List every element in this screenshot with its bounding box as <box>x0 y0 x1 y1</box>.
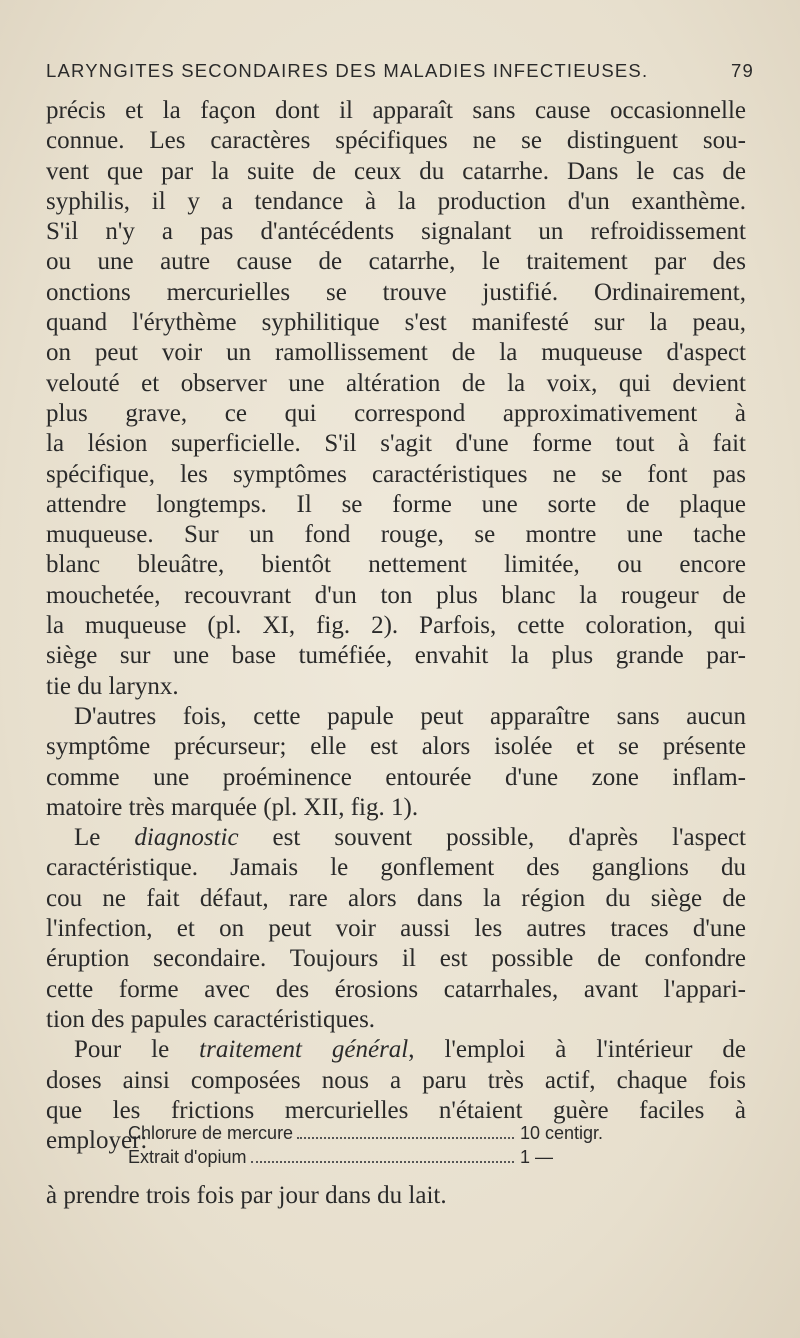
text-line: syphilis, il y a tendance à la production d'un exanthème. <box>46 187 746 215</box>
text-line: connue. Les caractères spécifiques ne se distinguent sou- <box>46 127 746 155</box>
text-line: attendre longtemps. Il se forme une sorte de plaque <box>46 490 746 518</box>
ingredient-quantity: 10 centigr. <box>520 1123 604 1143</box>
text-line: la muqueuse (pl. XI, fig. 2). Parfois, cette coloration, qui <box>46 612 746 640</box>
text-run: Le <box>74 824 135 852</box>
ingredient-quantity: 1 — <box>520 1147 554 1167</box>
text-run: , l'emploi à l'intérieur de <box>408 1036 746 1064</box>
text-line: cette forme avec des érosions catarrhales, avant l'appari- <box>46 975 746 1003</box>
text-line: D'autres fois, cette papule peut apparaître sans aucun <box>74 702 746 730</box>
prescription <box>128 1121 620 1169</box>
closing-line: à prendre trois fois par jour dans du lait. <box>46 1182 447 1209</box>
text-line: que les frictions mercurielles n'étaient guère faciles à <box>46 1096 746 1124</box>
text-line: éruption secondaire. Toujours il est possible de confondre <box>46 945 746 973</box>
dot-leader <box>251 1161 515 1163</box>
text-line: velouté et observer une altération de la voix, qui devient <box>46 369 746 397</box>
text-line: comme une proéminence entourée d'une zone inflam- <box>46 763 746 791</box>
text-line: vent que par la suite de ceux du catarrhe. Dans le cas de <box>46 157 746 185</box>
text-line: caractéristique. Jamais le gonflement des ganglions du <box>46 854 746 882</box>
recipe-row <box>128 1121 620 1145</box>
text-line: précis et la façon dont il apparaît sans cause occasionnelle <box>46 97 746 124</box>
text-line: la lésion superficielle. S'il s'agit d'une forme tout à fait <box>46 430 746 458</box>
running-head-title: LARYNGITES SECONDAIRES DES MALADIES INFECTIEUSES. <box>46 60 649 81</box>
text-line: symptôme précurseur; elle est alors isolée et se présente <box>46 733 746 761</box>
emphasis: traitement général <box>199 1036 409 1064</box>
body-text <box>46 96 746 1156</box>
text-line: onctions mercurielles se trouve justifié. Ordinairement, <box>46 278 746 306</box>
text-line: matoire très marquée (pl. XII, fig. 1). <box>46 793 419 821</box>
ingredient-name: Chlorure de mercure <box>128 1123 294 1143</box>
dot-leader <box>297 1137 514 1139</box>
text-run: Pour le <box>74 1036 200 1064</box>
recipe-row <box>128 1145 620 1169</box>
text-line: cou ne fait défaut, rare alors dans la région du siège de <box>46 884 746 912</box>
text-line: plus grave, ce qui correspond approximativement à <box>46 399 746 427</box>
text-line <box>46 823 746 853</box>
text-line: tie du larynx. <box>46 672 179 700</box>
text-line: tion des papules caractéristiques. <box>46 1005 376 1033</box>
text-line: quand l'érythème syphilitique s'est manifesté sur la peau, <box>46 309 746 337</box>
text-line: muqueuse. Sur un fond rouge, se montre une tache <box>46 521 746 549</box>
text-line: spécifique, les symptômes caractéristiques ne se font pas <box>46 460 746 488</box>
text-line: doses ainsi composées nous a paru très actif, chaque fois <box>46 1066 746 1094</box>
emphasis: diagnostic <box>134 824 239 852</box>
ingredient-name: Extrait d'opium <box>128 1147 247 1167</box>
text-line: S'il n'y a pas d'antécédents signalant un refroidissement <box>46 218 746 246</box>
text-line: siège sur une base tuméfiée, envahit la plus grande par- <box>46 642 746 670</box>
running-head <box>46 60 754 82</box>
text-line: blanc bleuâtre, bientôt nettement limitée, ou encore <box>46 551 746 579</box>
text-line: on peut voir un ramollissement de la muqueuse d'aspect <box>46 339 746 367</box>
page-number: 79 <box>731 60 754 81</box>
text-line <box>46 1035 746 1065</box>
text-line: ou une autre cause de catarrhe, le traitement par des <box>46 248 746 276</box>
text-line: employer: <box>46 1127 148 1155</box>
text-line: mouchetée, recouvrant d'un ton plus blanc la rougeur de <box>46 581 746 609</box>
text-run: est souvent possible, d'après l'aspect <box>238 824 746 852</box>
text-line: l'infection, et on peut voir aussi les autres traces d'une <box>46 915 746 943</box>
